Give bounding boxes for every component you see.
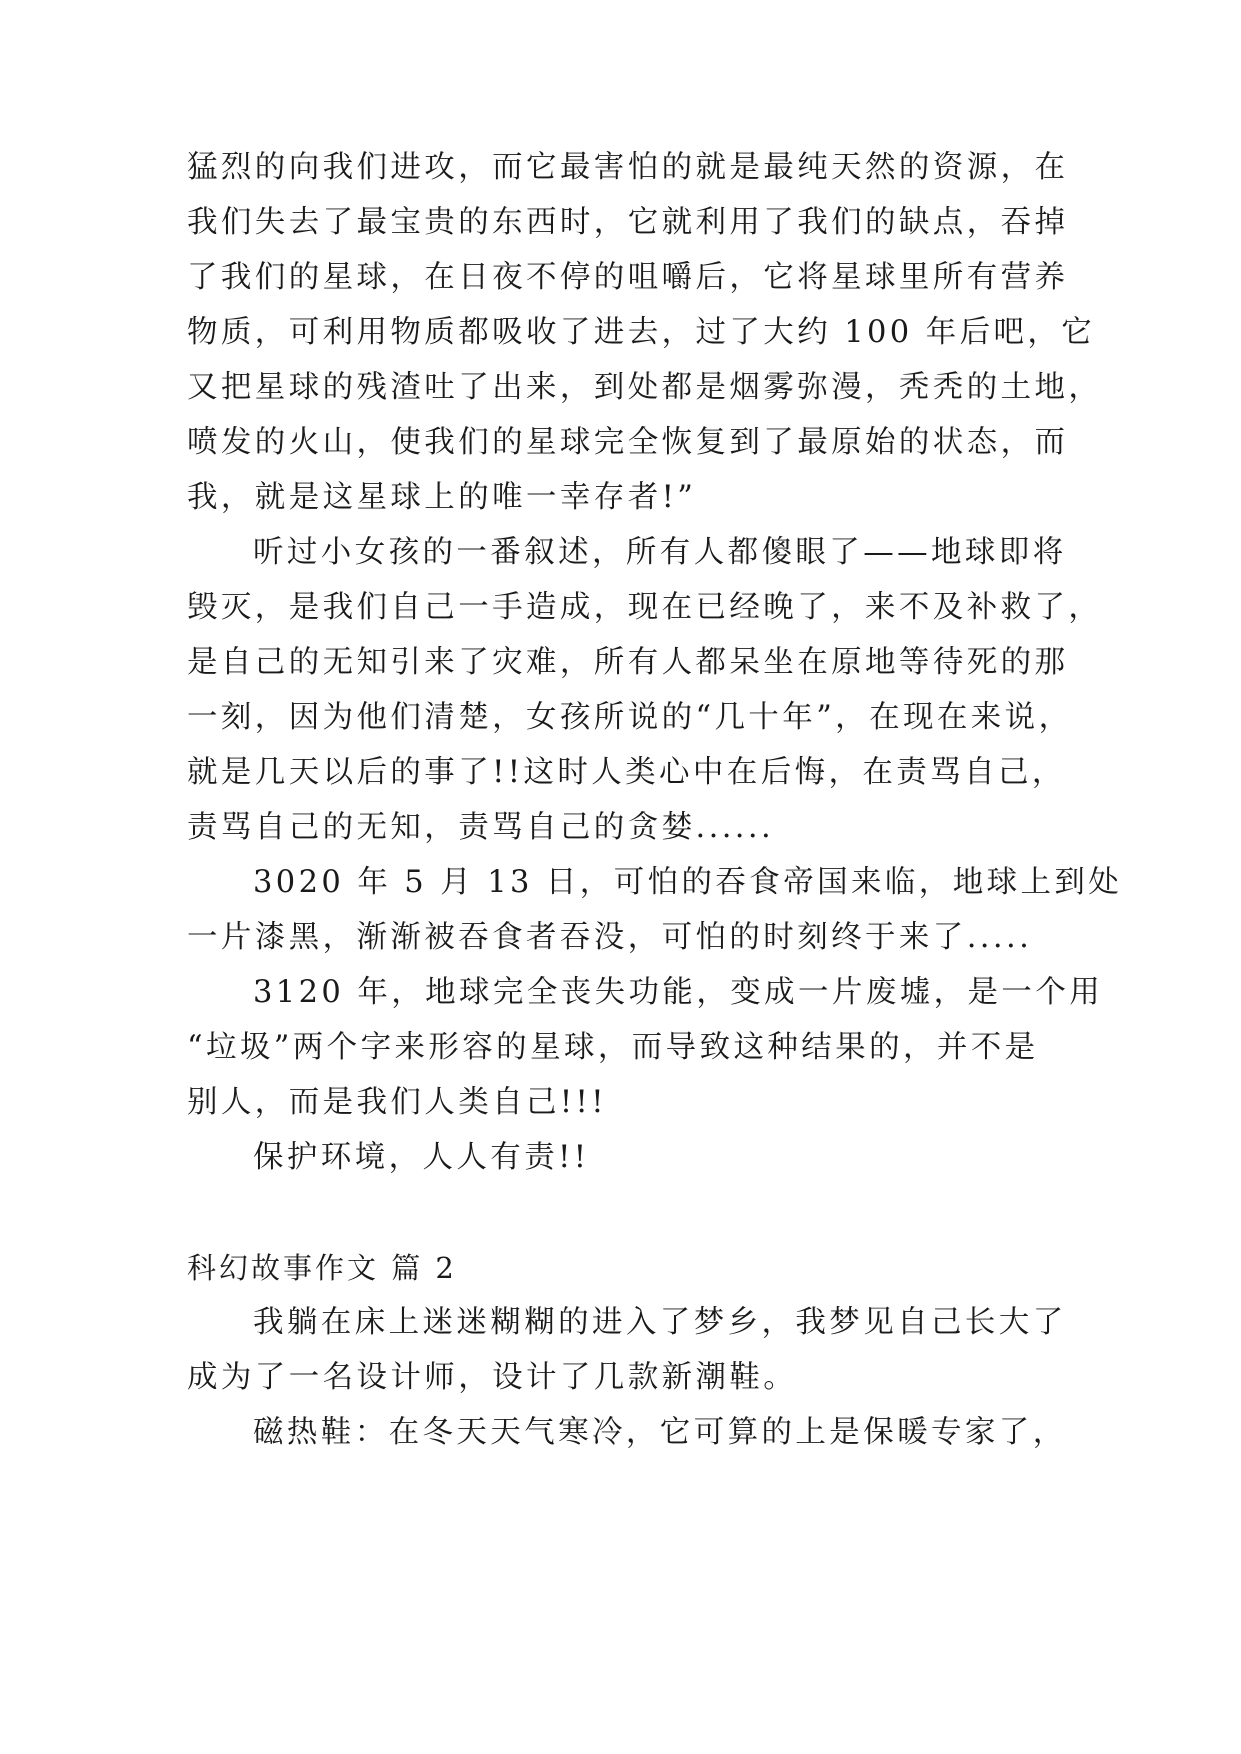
paragraph-first-line: 保护环境，人人有责!! — [253, 1140, 590, 1175]
text-line: 一刻，因为他们清楚，女孩所说的“几十年”，在现在来说， — [187, 700, 1073, 735]
text-line: 我，就是这星球上的唯一幸存者!” — [187, 480, 697, 515]
text-line: 我们失去了最宝贵的东西时，它就利用了我们的缺点，吞掉 — [187, 205, 1069, 240]
text-line: 一片漆黑，渐渐被吞食者吞没，可怕的时刻终于来了..... — [187, 920, 1033, 955]
text-line: 别人，而是我们人类自己!!! — [187, 1085, 607, 1120]
section-heading: 科幻故事作文 篇 2 — [187, 1251, 457, 1285]
text-line: 又把星球的残渣吐了出来，到处都是烟雾弥漫，秃秃的土地， — [187, 370, 1103, 405]
text-line: 了我们的星球，在日夜不停的咀嚼后，它将星球里所有营养 — [187, 260, 1069, 295]
text-line: 喷发的火山，使我们的星球完全恢复到了最原始的状态，而 — [187, 425, 1069, 460]
paragraph-first-line: 3020 年 5 月 13 日，可怕的吞食帝国来临，地球上到处 — [253, 865, 1123, 900]
text-line: 物质，可利用物质都吸收了进去，过了大约 100 年后吧，它 — [187, 315, 1096, 350]
text-line: 就是几天以后的事了!!这时人类心中在后悔，在责骂自己， — [187, 755, 1066, 790]
paragraph-first-line: 听过小女孩的一番叙述，所有人都傻眼了——地球即将 — [253, 535, 1067, 570]
text-line: “垃圾”两个字来形容的星球，而导致这种结果的，并不是 — [187, 1030, 1039, 1065]
text-line: 猛烈的向我们进攻，而它最害怕的就是最纯天然的资源，在 — [187, 150, 1069, 185]
paragraph-first-line: 我躺在床上迷迷糊糊的进入了梦乡，我梦见自己长大了 — [253, 1305, 1067, 1340]
text-line: 成为了一名设计师，设计了几款新潮鞋。 — [187, 1360, 798, 1395]
text-line: 责骂自己的无知，责骂自己的贪婪...... — [187, 810, 775, 845]
paragraph-first-line: 磁热鞋：在冬天天气寒冷，它可算的上是保暖专家了， — [253, 1415, 1067, 1450]
text-line: 是自己的无知引来了灾难，所有人都呆坐在原地等待死的那 — [187, 645, 1069, 680]
text-line: 毁灭，是我们自己一手造成，现在已经晚了，来不及补救了， — [187, 590, 1103, 625]
paragraph-first-line: 3120 年，地球完全丧失功能，变成一片废墟，是一个用 — [253, 975, 1104, 1010]
